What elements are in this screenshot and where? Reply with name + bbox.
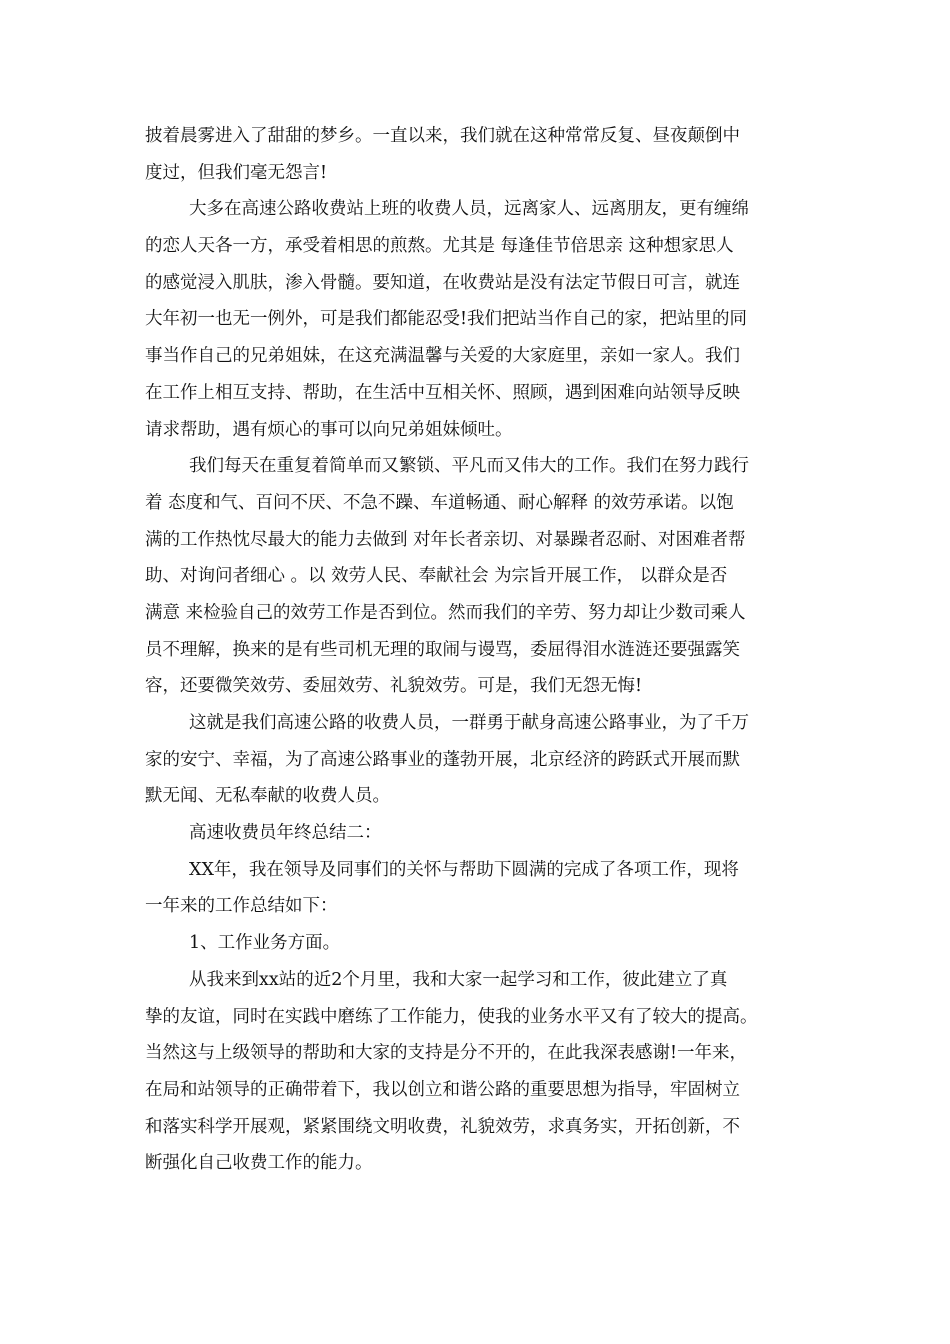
text-line: 默无闻、无私奉献的收费人员。 (145, 786, 390, 807)
text-line: 家的安宁、幸福，为了高速公路事业的蓬勃开展，北京经济的跨跃式开展而默 (145, 749, 740, 770)
text-line: 和落实科学开展观，紧紧围绕文明收费，礼貌效劳，求真务实，开拓创新，不 (145, 1116, 740, 1137)
text-line: 请求帮助，遇有烦心的事可以向兄弟姐妹倾吐。 (145, 419, 513, 440)
text-line: 满意 来检验自己的效劳工作是否到位。然而我们的辛劳、努力却让少数司乘人 (145, 602, 746, 623)
text-line: 从我来到xx站的近2个月里，我和大家一起学习和工作，彼此建立了真 (189, 969, 728, 990)
text-line: 员不理解，换来的是有些司机无理的取闹与谩骂，委屈得泪水涟涟还要强露笑 (145, 639, 740, 660)
text-line: 的感觉浸入肌肤，渗入骨髓。要知道，在收费站是没有法定节假日可言，就连 (145, 272, 740, 293)
text-line: 大年初一也无一例外，可是我们都能忍受!我们把站当作自己的家，把站里的同 (145, 309, 748, 330)
text-line: 在局和站领导的正确带着下，我以创立和谐公路的重要思想为指导，牢固树立 (145, 1079, 740, 1100)
text-line: XX年，我在领导及同事们的关怀与帮助下圆满的完成了各项工作，现将 (189, 859, 739, 880)
text-line: 度过，但我们毫无怨言! (145, 162, 328, 183)
text-line: 事当作自己的兄弟姐妹，在这充满温馨与关爱的大家庭里，亲如一家人。我们 (145, 346, 740, 367)
text-line: 断强化自己收费工作的能力。 (145, 1153, 373, 1174)
text-line: 的恋人天各一方，承受着相思的煎熬。尤其是 每逢佳节倍思亲 这种想家思人 (145, 236, 734, 257)
text-line: 挚的友谊，同时在实践中磨练了工作能力，使我的业务水平又有了较大的提高。 (145, 1006, 758, 1027)
text-line: 披着晨雾进入了甜甜的梦乡。一直以来，我们就在这种常常反复、昼夜颠倒中 (145, 126, 740, 146)
text-line: 大多在高速公路收费站上班的收费人员，远离家人、远离朋友，更有缠绵 (189, 199, 749, 220)
text-line: 在工作上相互支持、帮助，在生活中互相关怀、照顾，遇到困难向站领导反映 (145, 382, 740, 403)
text-line: 助、对询问者细心 。以 效劳人民、奉献社会 为宗旨开展工作， 以群众是否 (145, 566, 728, 587)
text-line: 一年来的工作总结如下： (145, 896, 338, 917)
body-text (145, 118, 810, 1182)
text-line: 我们每天在重复着简单而又繁锁、平凡而又伟大的工作。我们在努力践行 (189, 456, 749, 477)
text-line: 着 态度和气、百问不厌、不急不躁、车道畅通、耐心解释 的效劳承诺。以饱 (145, 492, 734, 513)
text-line: 容，还要微笑效劳、委屈效劳、礼貌效劳。可是，我们无怨无悔! (145, 676, 643, 697)
text-line: 1、工作业务方面。 (189, 933, 341, 954)
text-line: 高速收费员年终总结二： (189, 823, 382, 844)
text-line: 这就是我们高速公路的收费人员，一群勇于献身高速公路事业，为了千万 (189, 713, 749, 733)
text-line: 当然这与上级领导的帮助和大家的支持是分不开的，在此我深表感谢!一年来， (145, 1043, 748, 1064)
text-line: 满的工作热忱尽最大的能力去做到 对年长者亲切、对暴躁者忍耐、对困难者帮 (145, 529, 746, 550)
